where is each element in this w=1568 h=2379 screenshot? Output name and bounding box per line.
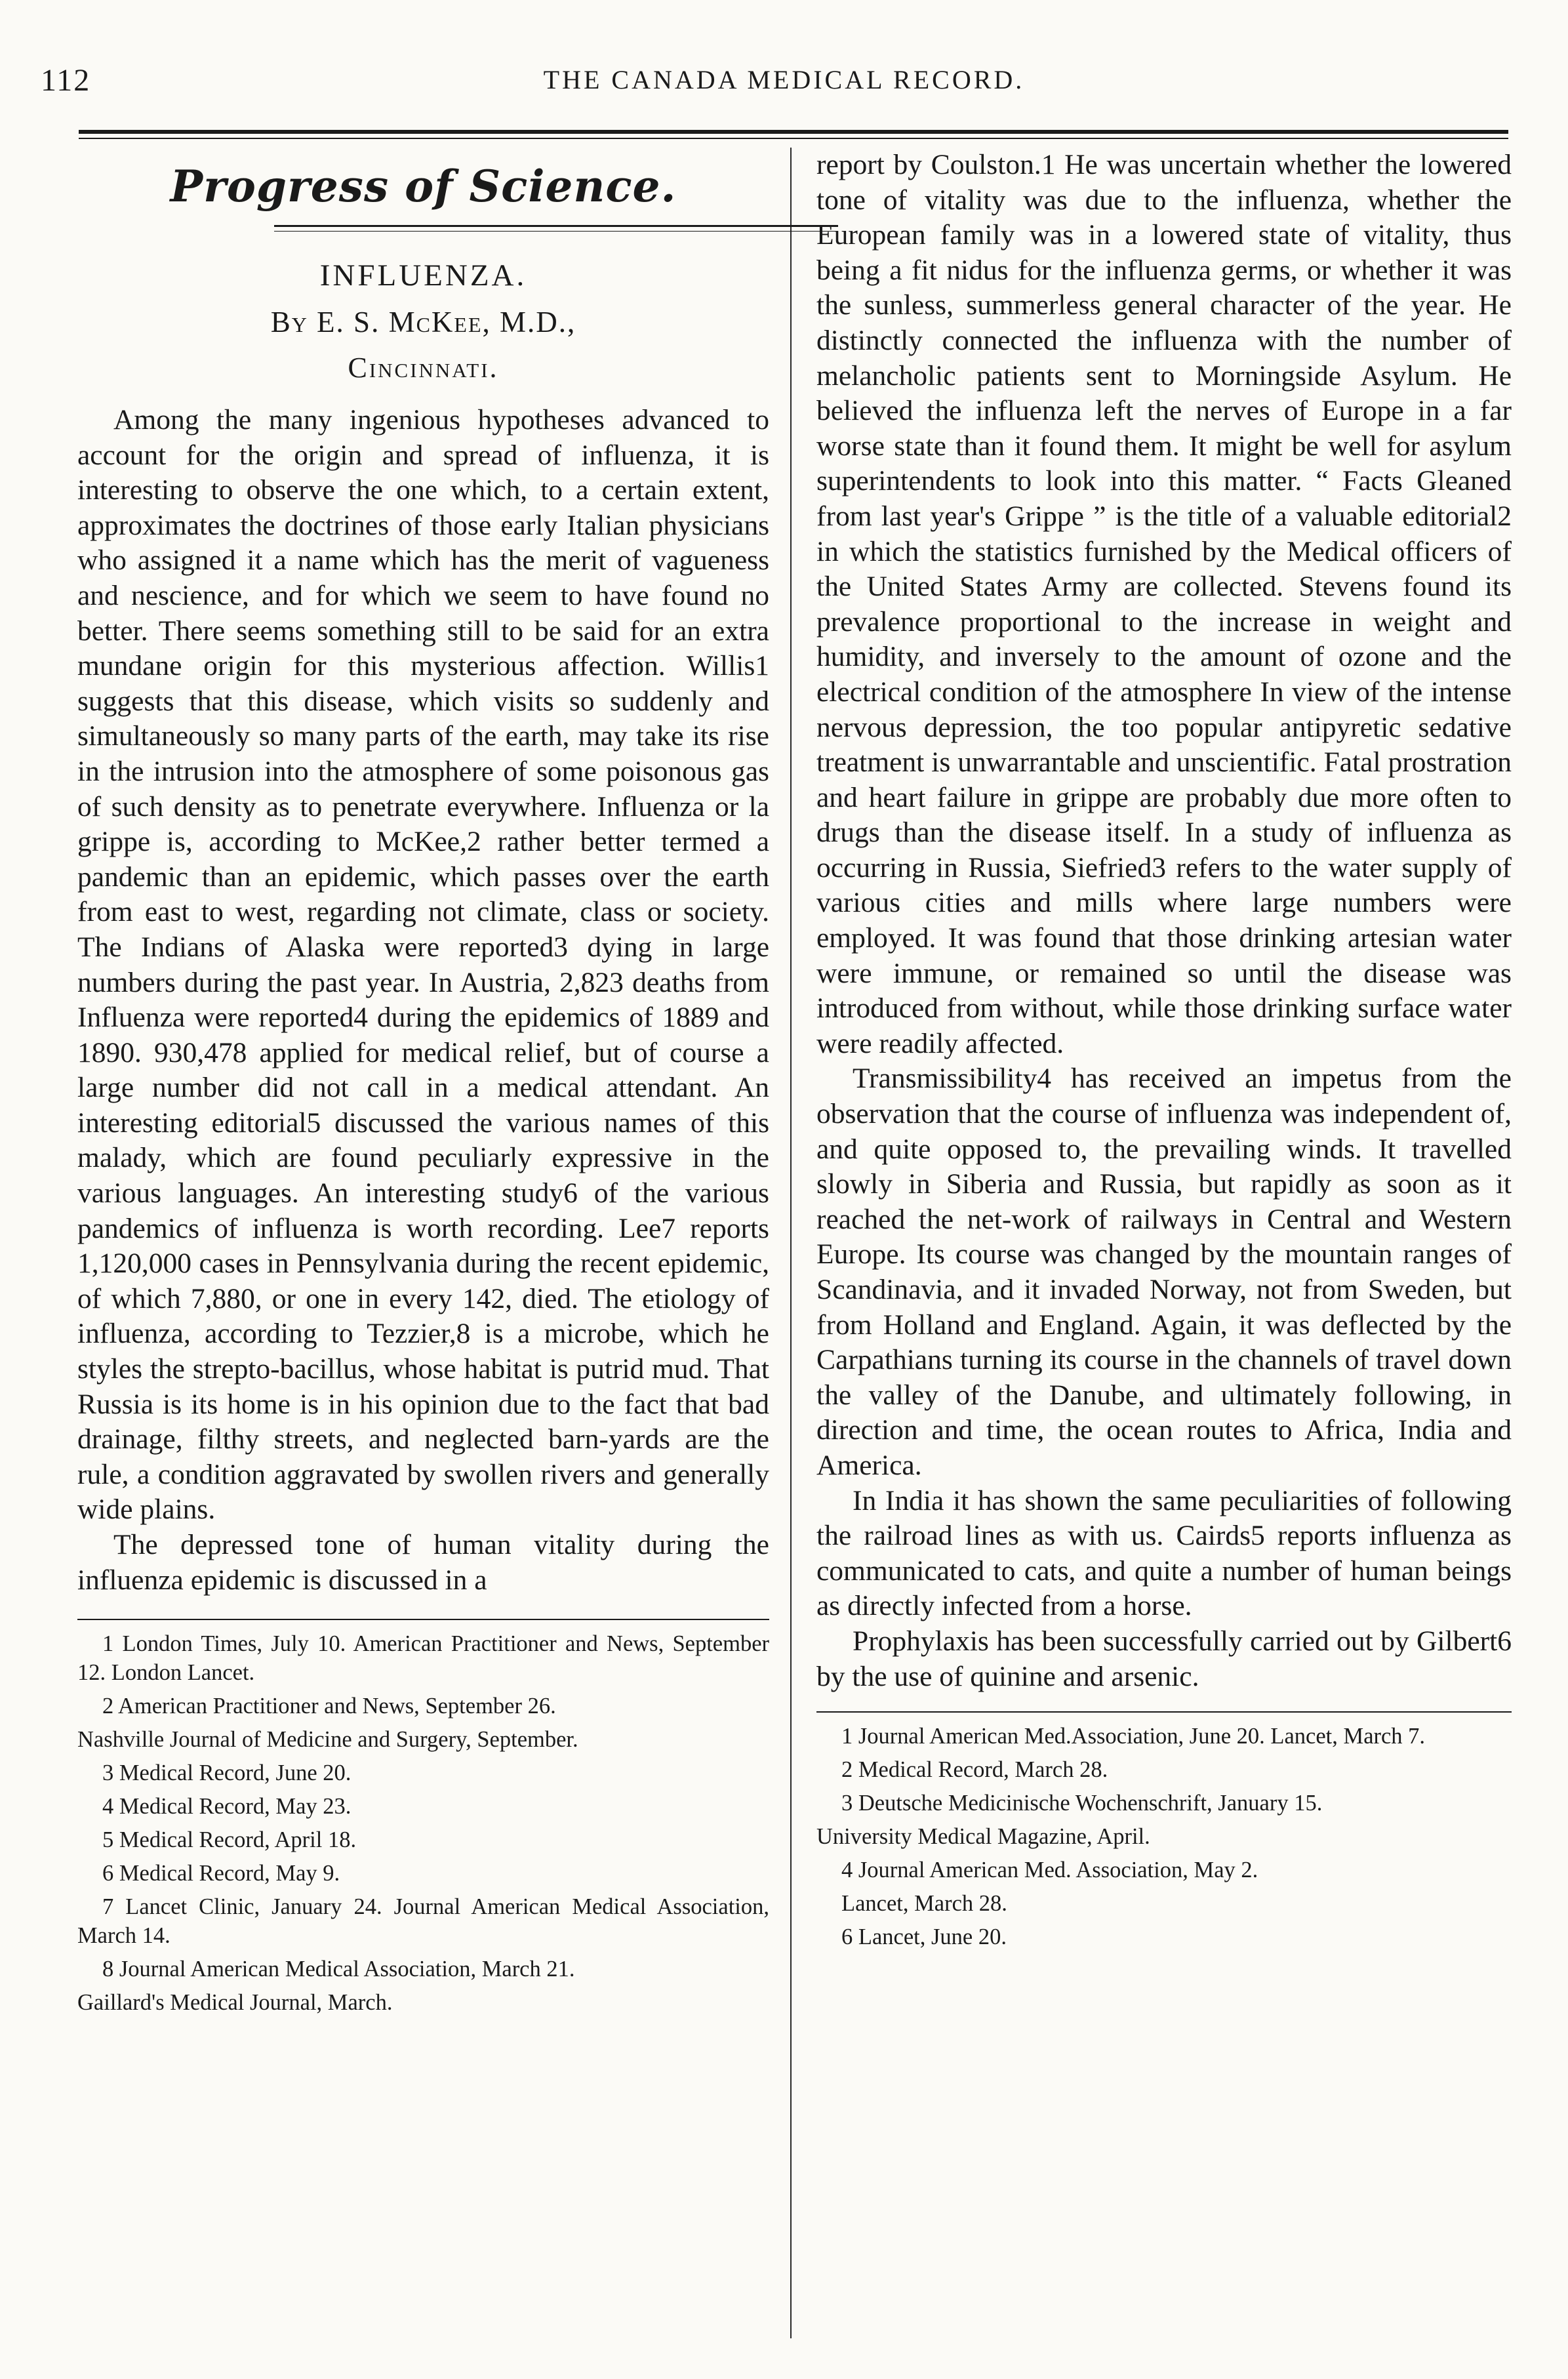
header-rule-thin [79,138,1508,139]
section-title-rule-thin [274,231,838,232]
right-body-text [816,148,1512,1694]
left-footnotes [77,1629,769,2017]
footnote-rule [77,1619,769,1620]
article-byline: By E. S. McKee, M.D., [270,306,576,338]
footnote-continuation: Nashville Journal of Medicine and Surgery, September. [77,1727,578,1753]
footnote-continuation: Gaillard's Medical Journal, March. [77,1990,393,2016]
footnote: 7 Lancet Clinic, January 24. Journal American Medical Association, March 14. [77,1894,769,1949]
paragraph: report by Coulston.1 He was uncertain whether the lowered tone of vitality was due to the influenza, whether the European family was in a lowered state of vitality, thus being a fit nidus for the influenza germs, or whether it was the sunless, summerless general character of the year. He distinctly connected the influenza with the number of melancholic patients sent to Morningside Asylum. He believed the influenza left the nerves of Europe in a far worse state than it found them. It might be well for asylum superintendents to look into this matter. “ Facts Gleaned from last year's Grippe ” is the title of a valuable editorial2 in which the statistics furnished by the Medical officers of the United States Army are collected. Stevens found its prevalence proportional to the increase in weight and humidity, and inversely to the amount of ozone and the electrical condition of the atmosphere In view of the intense nervous depression, the too popular antipyretic sedative treatment is unwarrantable and unscientific. Fatal prostration and heart failure in grippe are probably due more often to drugs than the disease itself. In a study of influenza as occurring in Russia, Siefried3 refers to the water supply of various cities and mills where large numbers were employed. It was found that those drinking artesian water were immune, or remained so until the disease was introduced from without, while those drinking surface water were readily affected. [816,149,1512,1059]
paragraph: In India it has shown the same peculiarities of following the railroad lines as with us. Cairds5 reports influenza as communicated to cats, and quite a number of human beings as directly infected from a horse. [816,1484,1512,1622]
footnote: 4 Journal American Med. Association, May 2. [841,1858,1258,1883]
article-dateline: Cincinnati. [348,352,499,384]
footnote: 3 Medical Record, June 20. [102,1760,352,1786]
footnote-continuation: University Medical Magazine, April. [816,1824,1150,1850]
right-footnotes [816,1722,1512,1951]
footnote: 4 Medical Record, May 23. [102,1794,352,1820]
footnote: 6 Medical Record, May 9. [102,1861,340,1886]
paragraph: Prophylaxis has been successfully carried out by Gilbert6 by the use of quinine and arsenic. [816,1625,1512,1692]
footnote: 2 Medical Record, March 28. [841,1757,1108,1783]
journal-title: THE CANADA MEDICAL RECORD. [543,65,1025,94]
footnote: 3 Deutsche Medicinische Wochenschrift, January 15. [841,1791,1323,1816]
footnote-continuation: Lancet, March 28. [841,1891,1007,1917]
footnote: 2 American Practitioner and News, September 26. [102,1694,556,1719]
footnote: 1 London Times, July 10. American Practitioner and News, September 12. London Lancet. [77,1631,769,1686]
column-divider [790,148,792,2338]
paragraph: Transmissibility4 has received an impetus from the observation that the course of influenza was independent of, and quite opposed to, the prevailing winds. It travelled slowly in Siberia and Russia, but rapidly as soon as it reached the net-work of railways in Central and Western Europe. Its course was changed by the mountain ranges of Scandinavia, and it invaded Norway, not from Sweden, but from Holland and England. Again, it was deflected by the Carpathians turning its course in the channels of travel down the valley of the Danube, and ultimately following, in direction and time, the ocean routes to Africa, India and America. [816,1063,1512,1481]
running-head [0,0,1568,112]
header-rule [79,130,1508,134]
footnote-rule [816,1711,1512,1713]
footnote: 8 Journal American Medical Association, March 21. [102,1957,575,1982]
section-title: Progress of Science. [170,161,677,212]
paragraph: Among the many ingenious hypotheses advanced to account for the origin and spread of influenza, it is interesting to observe the one which, to a certain extent, approximates the doctrines of those early Italian physicians who assigned it a name which has the merit of vagueness and nescience, and for which we seem to have found no better. There seems something still to be said for an extra mundane origin for this mysterious affection. Willis1 suggests that this disease, which visits so suddenly and simultaneously so many parts of the earth, may take its rise in the intrusion into the atmosphere of some poisonous gas of such density as to penetrate everywhere. Influenza or la grippe is, according to McKee,2 rather better termed a pandemic than an epidemic, which passes over the earth from east to west, regarding not climate, class or society. The Indians of Alaska were reported3 dying in large numbers during the past year. In Austria, 2,823 deaths from Influenza were reported4 during the epidemics of 1889 and 1890. 930,478 applied for medical relief, but of course a large number did not call in a medical attendant. An interesting editorial5 discussed the various names of this malady, which are found peculiarly expressive in the various languages. An interesting study6 of the various pandemics of influenza is worth recording. Lee7 reports 1,120,000 cases in Pennsylvania during the recent epidemic, of which 7,880, or one in every 142, died. The etiology of influenza, according to Tezzier,8 is a microbe, which he styles the strepto-bacillus, whose habitat is putrid mud. That Russia is its home is in his opinion due to the fact that bad drainage, filthy streets, and neglected barn-yards are the rule, a condition aggravated by swollen rivers and generally wide plains. [77,404,769,1526]
right-column [816,148,1512,1956]
left-column [77,148,769,2022]
footnote: 1 Journal American Med.Association, June 20. Lancet, March 7. [841,1724,1426,1749]
article-title: INFLUENZA. [319,258,527,293]
left-body-text [77,403,769,1598]
footnote: 6 Lancet, June 20. [841,1924,1007,1950]
page-number: 112 [41,63,91,98]
footnote: 5 Medical Record, April 18. [102,1827,357,1853]
section-title-rule [274,225,838,227]
paragraph: The depressed tone of human vitality during the influenza epidemic is discussed in a [77,1529,769,1596]
